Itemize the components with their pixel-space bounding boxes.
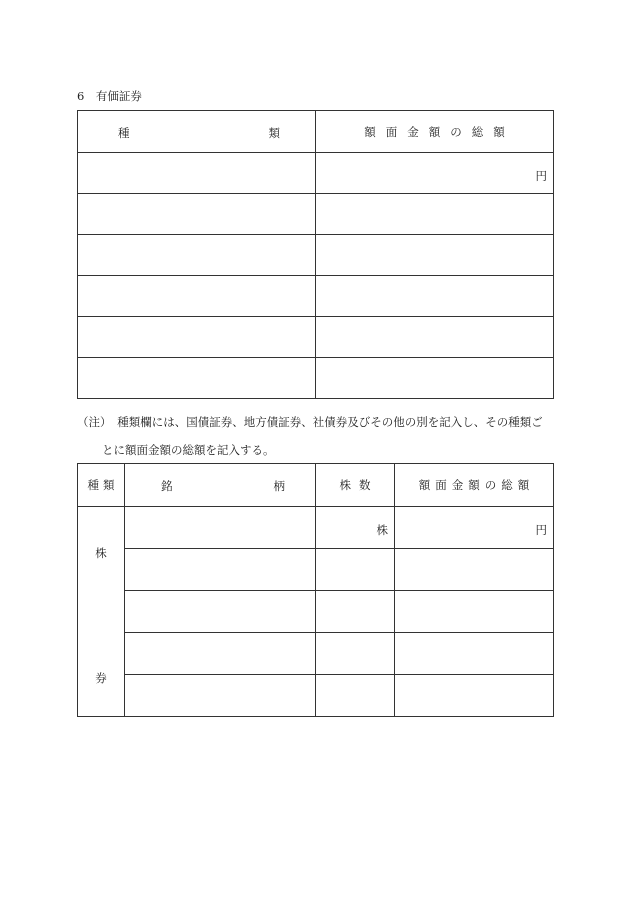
shares-cell[interactable] bbox=[316, 549, 395, 591]
header-kind-char-2: 類 bbox=[268, 126, 280, 140]
header-kind bbox=[78, 111, 316, 153]
header-brand-char-1: 銘 bbox=[161, 479, 173, 493]
table-row bbox=[78, 591, 554, 633]
kind-cell[interactable] bbox=[78, 194, 316, 235]
total-cell[interactable] bbox=[395, 549, 554, 591]
total-cell[interactable] bbox=[316, 194, 554, 235]
kind-label-top: 株 bbox=[95, 546, 107, 560]
header-kind-char-1: 種 bbox=[118, 126, 130, 140]
yen-unit: 円 bbox=[535, 523, 547, 537]
shares-cell[interactable] bbox=[316, 675, 395, 717]
table-row bbox=[78, 153, 554, 194]
brand-cell[interactable] bbox=[125, 633, 316, 675]
brand-cell[interactable] bbox=[125, 549, 316, 591]
table-header-row bbox=[78, 111, 554, 153]
brand-cell[interactable] bbox=[125, 675, 316, 717]
total-cell[interactable] bbox=[395, 591, 554, 633]
table-row bbox=[78, 276, 554, 317]
section-title: 6 有価証券 bbox=[77, 89, 142, 103]
total-cell[interactable] bbox=[395, 633, 554, 675]
kind-cell[interactable] bbox=[78, 358, 316, 399]
shares-unit: 株 bbox=[376, 523, 388, 537]
table-header-row bbox=[78, 464, 554, 507]
header-total-face-value: 額面金額の総額 bbox=[395, 464, 554, 507]
header-brand bbox=[125, 464, 316, 507]
total-cell[interactable] bbox=[395, 675, 554, 717]
table-row bbox=[78, 633, 554, 675]
kind-cell[interactable] bbox=[78, 153, 316, 194]
table-row bbox=[78, 317, 554, 358]
total-cell[interactable] bbox=[395, 507, 554, 549]
kind-cell[interactable] bbox=[78, 317, 316, 358]
table-row bbox=[78, 549, 554, 591]
header-brand-char-2: 柄 bbox=[273, 479, 285, 493]
table-row bbox=[78, 358, 554, 399]
brand-cell[interactable] bbox=[125, 507, 316, 549]
total-cell[interactable] bbox=[316, 235, 554, 276]
shares-cell[interactable] bbox=[316, 591, 395, 633]
header-total-face-value: 額面金額の総額 bbox=[316, 111, 554, 153]
note-line-1: （注） 種類欄には、国債証券、地方債証券、社債券及びその他の別を記入し、その種類ご bbox=[77, 415, 543, 429]
shares-cell[interactable] bbox=[316, 633, 395, 675]
table-row bbox=[78, 507, 554, 549]
header-shares: 株数 bbox=[316, 464, 395, 507]
kind-label-bottom: 券 bbox=[95, 671, 107, 685]
table-row bbox=[78, 235, 554, 276]
note-line-2: とに額面金額の総額を記入する。 bbox=[102, 443, 275, 457]
total-cell[interactable] bbox=[316, 358, 554, 399]
table-row bbox=[78, 194, 554, 235]
stock-certificates-table bbox=[77, 463, 554, 717]
kind-stock-certificate-cell bbox=[78, 507, 125, 717]
table-row bbox=[78, 675, 554, 717]
total-cell[interactable] bbox=[316, 153, 554, 194]
total-cell[interactable] bbox=[316, 276, 554, 317]
kind-cell[interactable] bbox=[78, 276, 316, 317]
total-cell[interactable] bbox=[316, 317, 554, 358]
kind-cell[interactable] bbox=[78, 235, 316, 276]
shares-cell[interactable] bbox=[316, 507, 395, 549]
yen-unit: 円 bbox=[535, 169, 547, 183]
brand-cell[interactable] bbox=[125, 591, 316, 633]
header-kind: 種類 bbox=[78, 464, 125, 507]
securities-table bbox=[77, 110, 554, 399]
